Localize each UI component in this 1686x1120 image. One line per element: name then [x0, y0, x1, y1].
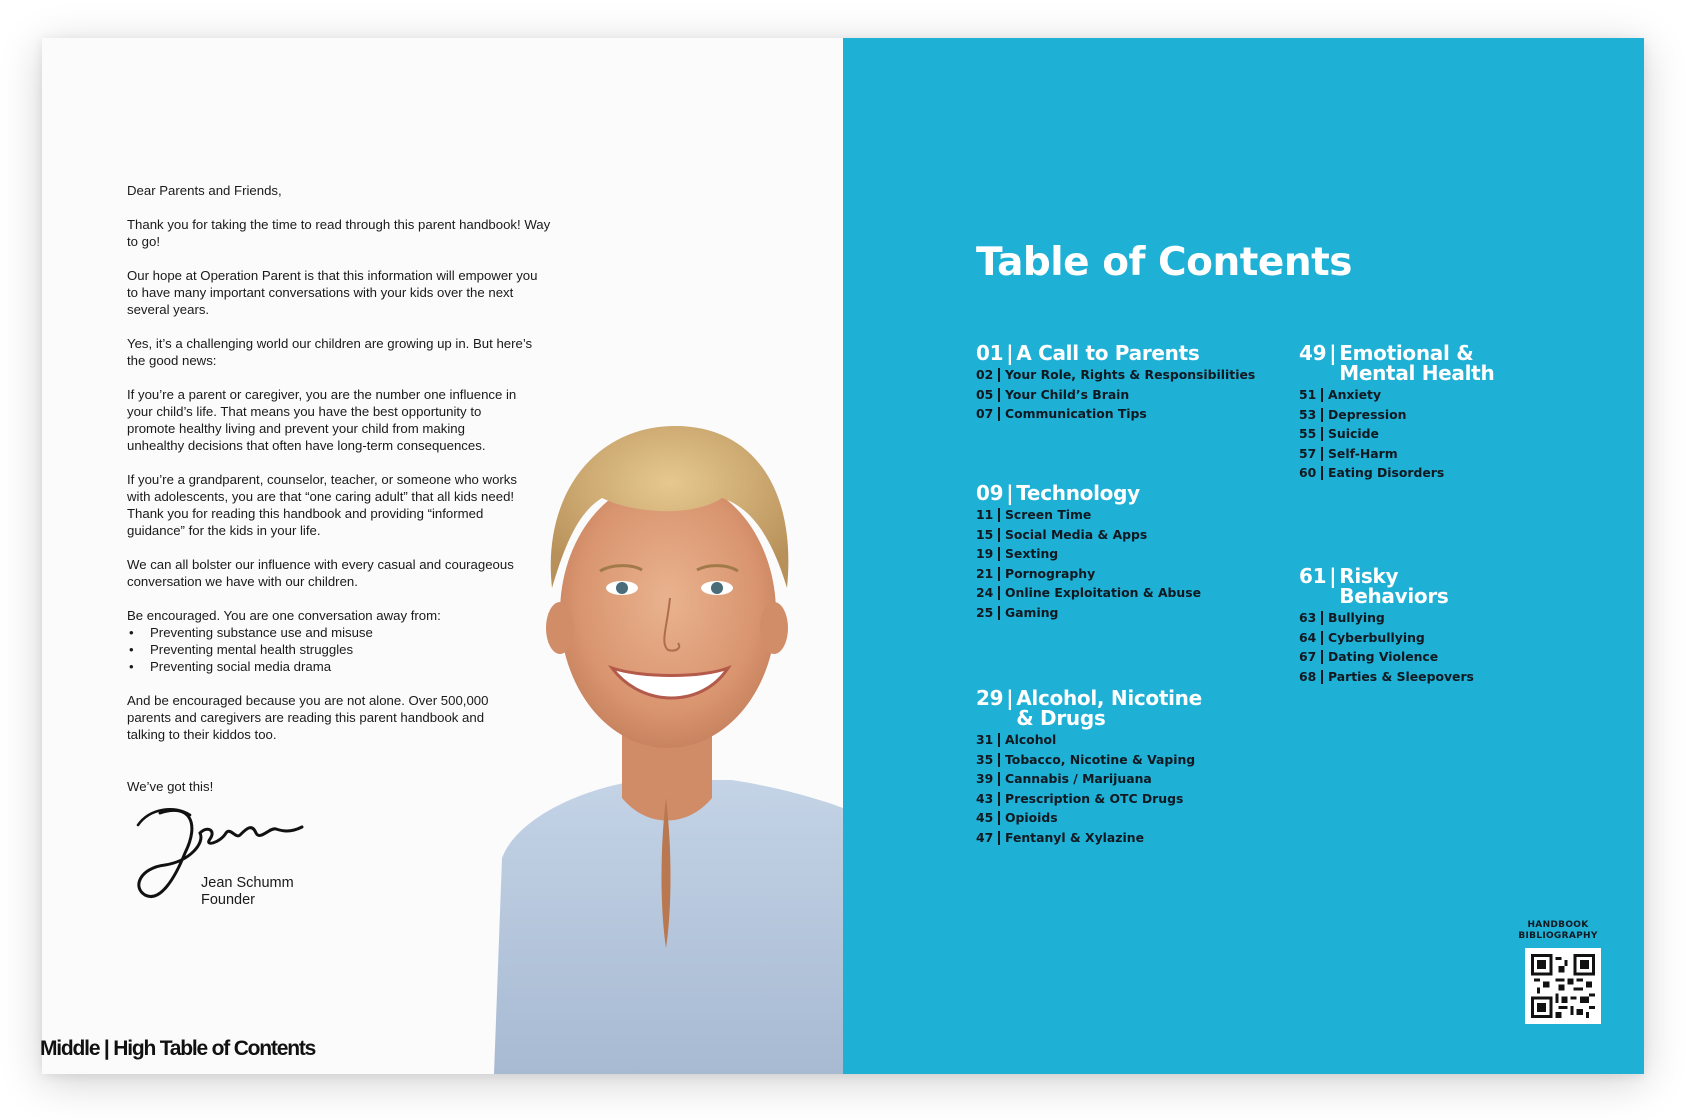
entry-label: Tobacco, Nicotine & Vaping — [1005, 751, 1196, 767]
section-page-number: 29 — [976, 686, 1004, 710]
letter-paragraph: Our hope at Operation Parent is that this information will empower you to have many important conversations with your kids over the next several years. — [127, 268, 538, 317]
entry-label: Communication Tips — [1005, 406, 1147, 422]
founder-portrait — [472, 388, 843, 1074]
handbook-spread — [42, 38, 1644, 1074]
toc-entry[interactable] — [976, 564, 1201, 584]
list-item: • Preventing substance use and misuse — [127, 624, 552, 641]
entry-page: 39 — [976, 771, 994, 787]
section-heading[interactable]: 61 | Risky Behaviors — [1299, 564, 1449, 608]
entry-page: 60 — [1299, 465, 1317, 481]
entry-page: 25 — [976, 604, 994, 620]
toc-entry[interactable] — [976, 404, 1255, 424]
entry-label: Screen Time — [1005, 507, 1092, 522]
entry-page: 24 — [976, 585, 994, 601]
entry-label: Your Child’s Brain — [1005, 386, 1130, 402]
list-item: • Preventing social media drama — [127, 658, 552, 675]
entry-page: 57 — [1299, 445, 1317, 461]
toc-entry[interactable] — [976, 789, 1202, 809]
toc-entry[interactable] — [976, 808, 1202, 828]
toc-entry[interactable] — [976, 769, 1202, 789]
entry-label: Eating Disorders — [1328, 465, 1445, 481]
toc-title: Table of Contents — [976, 240, 1352, 285]
letter-paragraph: If you’re a parent or caregiver, you are the number one influence in your child’s life. That means you have the best opportunity to promote healthy living and prevent your child from making unhealthy decisions that often have long-term consequences. — [127, 387, 517, 453]
signer-block — [201, 875, 294, 909]
letter-paragraph: We can all bolster our influence with every casual and courageous conversation we have with our children. — [127, 557, 514, 589]
entry-page: 15 — [976, 526, 994, 542]
qr-label-line: BIBLIOGRAPHY — [1518, 931, 1598, 941]
entry-page: 02 — [976, 367, 994, 382]
letter-page — [42, 38, 843, 1074]
entry-page: 51 — [1299, 387, 1317, 402]
section-title: Technology — [1016, 481, 1140, 505]
entry-label: Fentanyl & Xylazine — [1005, 829, 1144, 845]
entry-label: Cannabis / Marijuana — [1005, 771, 1152, 787]
toc-entry[interactable] — [976, 525, 1201, 545]
entry-label: Bullying — [1328, 610, 1385, 625]
entry-label: Suicide — [1328, 426, 1379, 442]
entry-page: 11 — [976, 507, 994, 522]
toc-section — [976, 688, 1202, 848]
section-heading[interactable]: 01 | A Call to Parents — [976, 341, 1200, 365]
toc-entry[interactable] — [976, 730, 1202, 750]
letter-paragraph: And be encouraged because you are not alone. Over 500,000 parents and caregivers are reading this parent handbook and talking to their kiddos too. — [127, 693, 489, 742]
toc-entry[interactable] — [976, 505, 1201, 525]
entry-page: 19 — [976, 546, 994, 562]
page-caption: Middle | High Table of Contents — [40, 1037, 316, 1060]
toc-entry[interactable] — [976, 365, 1255, 385]
section-page-number: 09 — [976, 481, 1004, 505]
entry-label: Pornography — [1005, 565, 1096, 581]
entry-label: Cyberbullying — [1328, 629, 1425, 645]
entry-page: 55 — [1299, 426, 1317, 442]
section-page-number: 61 — [1299, 564, 1327, 588]
section-page-number: 01 — [976, 341, 1004, 365]
entry-page: 68 — [1299, 668, 1317, 684]
entry-label: Self-Harm — [1328, 445, 1398, 461]
entry-page: 43 — [976, 790, 994, 806]
entry-label: Online Exploitation & Abuse — [1005, 585, 1201, 601]
toc-entry[interactable] — [976, 583, 1201, 603]
entry-label: Gaming — [1005, 604, 1059, 620]
toc-entry[interactable] — [976, 750, 1202, 770]
section-title: Alcohol, Nicotine & Drugs — [1016, 686, 1202, 730]
toc-entry[interactable] — [1299, 667, 1474, 687]
entry-page: 53 — [1299, 406, 1317, 422]
signer-name: Jean Schumm — [201, 875, 294, 891]
section-title: Risky Behaviors — [1339, 564, 1449, 608]
section-heading[interactable]: 09 | Technology — [976, 481, 1140, 505]
toc-entry[interactable] — [1299, 608, 1474, 628]
entry-page: 67 — [1299, 649, 1317, 665]
entry-page: 64 — [1299, 629, 1317, 645]
entry-page: 05 — [976, 386, 994, 402]
entry-label: Depression — [1328, 406, 1407, 422]
letter-paragraph: Be encouraged. You are one conversation away from: — [127, 608, 441, 623]
bibliography-qr-code[interactable] — [1525, 948, 1601, 1024]
toc-entry[interactable] — [976, 544, 1201, 564]
entry-page: 47 — [976, 829, 994, 845]
qr-label — [1512, 920, 1604, 942]
toc-section — [976, 343, 1255, 424]
toc-entry[interactable] — [1299, 424, 1494, 444]
entry-label: Prescription & OTC Drugs — [1005, 790, 1184, 806]
section-title: A Call to Parents — [1016, 341, 1200, 365]
entry-label: Dating Violence — [1328, 649, 1439, 665]
letter-paragraph: Yes, it’s a challenging world our children are growing up in. But here’s the good news: — [127, 336, 533, 368]
entry-label: Anxiety — [1328, 387, 1382, 402]
entry-label: Alcohol — [1005, 732, 1057, 747]
entry-page: 35 — [976, 751, 994, 767]
entry-label: Opioids — [1005, 810, 1058, 826]
entry-label: Parties & Sleepovers — [1328, 668, 1474, 684]
toc-entry[interactable] — [1299, 463, 1494, 483]
qr-label-line: HANDBOOK — [1527, 920, 1589, 930]
toc-entry[interactable] — [976, 828, 1202, 848]
toc-entry[interactable] — [1299, 405, 1494, 425]
toc-section — [1299, 343, 1494, 483]
list-item: • Preventing mental health struggles — [127, 641, 552, 658]
entry-page: 21 — [976, 565, 994, 581]
entry-label: Your Role, Rights & Responsibilities — [1005, 367, 1256, 382]
section-page-number: 49 — [1299, 341, 1327, 365]
section-title: Emotional & Mental Health — [1339, 341, 1495, 385]
section-heading[interactable]: 49 | Emotional & Mental Health — [1299, 341, 1495, 385]
entry-page: 63 — [1299, 610, 1317, 625]
toc-page — [843, 38, 1644, 1074]
toc-entry[interactable] — [976, 603, 1201, 623]
letter-paragraph: If you’re a grandparent, counselor, teacher, or someone who works with adolescents, you are that “one caring adult” that all kids need! Thank you for reading this handbook and providing “informed guidance” for the kids in your life. — [127, 472, 517, 538]
toc-section — [976, 483, 1201, 623]
toc-entry[interactable] — [1299, 647, 1474, 667]
toc-section — [1299, 566, 1474, 686]
letter-paragraph: Thank you for taking the time to read through this parent handbook! Way to go! — [127, 217, 551, 249]
entry-page: 31 — [976, 732, 994, 747]
letter-greeting: Dear Parents and Friends, — [127, 183, 282, 198]
section-heading[interactable]: 29 | Alcohol, Nicotine & Drugs — [976, 686, 1202, 730]
letter-closing: We’ve got this! — [127, 779, 214, 794]
entry-label: Sexting — [1005, 546, 1059, 562]
qr-code-icon — [1531, 954, 1595, 1018]
entry-label: Social Media & Apps — [1005, 526, 1148, 542]
toc-entry[interactable] — [1299, 385, 1494, 405]
toc-entry[interactable] — [1299, 444, 1494, 464]
signer-role: Founder — [201, 892, 256, 908]
toc-entry[interactable] — [1299, 628, 1474, 648]
entry-page: 07 — [976, 406, 994, 422]
toc-entry[interactable] — [976, 385, 1255, 405]
entry-page: 45 — [976, 810, 994, 826]
